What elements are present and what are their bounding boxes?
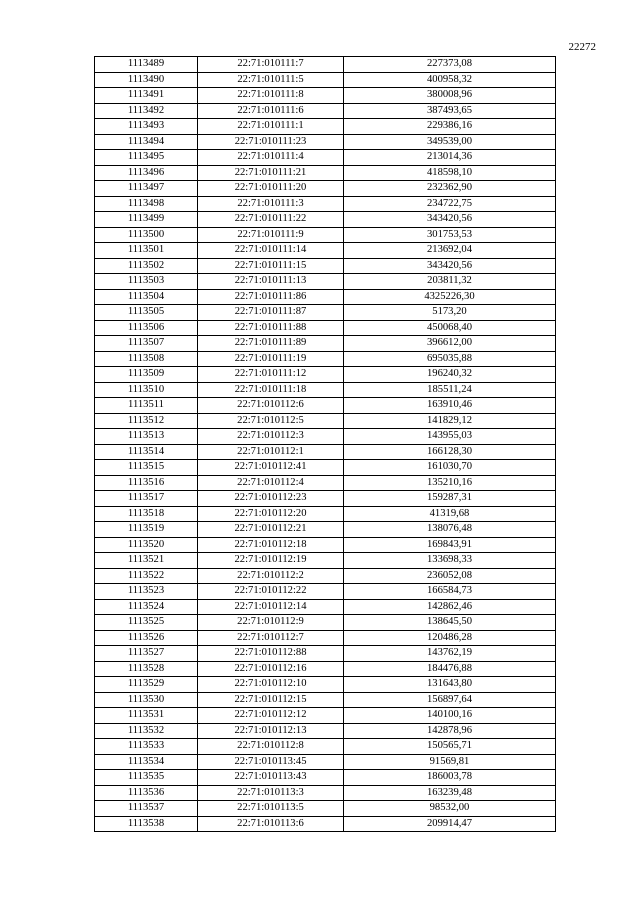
table-row [95, 677, 556, 693]
cadastral-value-cell: 234722,75 [344, 196, 556, 212]
table-row [95, 320, 556, 336]
row-number-cell: 1113505 [95, 305, 198, 321]
cadastral-number-cell: 22:71:010113:6 [198, 816, 344, 832]
table-row [95, 723, 556, 739]
row-number-cell: 1113517 [95, 491, 198, 507]
table-row [95, 119, 556, 135]
cadastral-value-cell: 166128,30 [344, 444, 556, 460]
row-number-cell: 1113489 [95, 57, 198, 73]
cadastral-number-cell: 22:71:010111:18 [198, 382, 344, 398]
row-number-cell: 1113522 [95, 568, 198, 584]
cadastral-value-cell: 142862,46 [344, 599, 556, 615]
table-row [95, 398, 556, 414]
table-row [95, 103, 556, 119]
cadastral-value-cell: 236052,08 [344, 568, 556, 584]
row-number-cell: 1113537 [95, 801, 198, 817]
cadastral-number-cell: 22:71:010112:2 [198, 568, 344, 584]
cadastral-value-cell: 150565,71 [344, 739, 556, 755]
cadastral-number-cell: 22:71:010112:9 [198, 615, 344, 631]
row-number-cell: 1113521 [95, 553, 198, 569]
cadastral-number-cell: 22:71:010112:22 [198, 584, 344, 600]
row-number-cell: 1113514 [95, 444, 198, 460]
table-row [95, 444, 556, 460]
row-number-cell: 1113511 [95, 398, 198, 414]
cadastral-number-cell: 22:71:010112:7 [198, 630, 344, 646]
cadastral-value-cell: 143762,19 [344, 646, 556, 662]
table-row [95, 196, 556, 212]
cadastral-value-cell: 418598,10 [344, 165, 556, 181]
row-number-cell: 1113494 [95, 134, 198, 150]
table-row [95, 258, 556, 274]
cadastral-number-cell: 22:71:010112:13 [198, 723, 344, 739]
row-number-cell: 1113499 [95, 212, 198, 228]
table-row [95, 382, 556, 398]
table-body [95, 57, 556, 832]
cadastral-value-cell: 159287,31 [344, 491, 556, 507]
table-row [95, 475, 556, 491]
table-row [95, 72, 556, 88]
row-number-cell: 1113527 [95, 646, 198, 662]
row-number-cell: 1113503 [95, 274, 198, 290]
table-row [95, 351, 556, 367]
table-row [95, 630, 556, 646]
row-number-cell: 1113534 [95, 754, 198, 770]
cadastral-number-cell: 22:71:010113:5 [198, 801, 344, 817]
table-row [95, 227, 556, 243]
cadastral-value-cell: 186003,78 [344, 770, 556, 786]
table-row [95, 553, 556, 569]
row-number-cell: 1113500 [95, 227, 198, 243]
table-row [95, 739, 556, 755]
row-number-cell: 1113507 [95, 336, 198, 352]
cadastral-number-cell: 22:71:010111:7 [198, 57, 344, 73]
cadastral-number-cell: 22:71:010112:14 [198, 599, 344, 615]
cadastral-number-cell: 22:71:010112:88 [198, 646, 344, 662]
row-number-cell: 1113516 [95, 475, 198, 491]
cadastral-number-cell: 22:71:010113:45 [198, 754, 344, 770]
cadastral-number-cell: 22:71:010111:9 [198, 227, 344, 243]
cadastral-number-cell: 22:71:010112:6 [198, 398, 344, 414]
cadastral-value-cell: 203811,32 [344, 274, 556, 290]
cadastral-number-cell: 22:71:010112:23 [198, 491, 344, 507]
cadastral-value-cell: 209914,47 [344, 816, 556, 832]
cadastral-value-cell: 343420,56 [344, 258, 556, 274]
row-number-cell: 1113492 [95, 103, 198, 119]
cadastral-number-cell: 22:71:010112:3 [198, 429, 344, 445]
cadastral-value-cell: 135210,16 [344, 475, 556, 491]
cadastral-value-cell: 120486,28 [344, 630, 556, 646]
table-row [95, 274, 556, 290]
cadastral-number-cell: 22:71:010111:20 [198, 181, 344, 197]
cadastral-value-cell: 400958,32 [344, 72, 556, 88]
row-number-cell: 1113493 [95, 119, 198, 135]
row-number-cell: 1113532 [95, 723, 198, 739]
row-number-cell: 1113531 [95, 708, 198, 724]
table-row [95, 134, 556, 150]
cadastral-value-cell: 138076,48 [344, 522, 556, 538]
row-number-cell: 1113515 [95, 460, 198, 476]
cadastral-number-cell: 22:71:010112:41 [198, 460, 344, 476]
cadastral-value-cell: 184476,88 [344, 661, 556, 677]
row-number-cell: 1113495 [95, 150, 198, 166]
table-row [95, 599, 556, 615]
row-number-cell: 1113498 [95, 196, 198, 212]
row-number-cell: 1113490 [95, 72, 198, 88]
table-row [95, 150, 556, 166]
table-row [95, 646, 556, 662]
row-number-cell: 1113512 [95, 413, 198, 429]
cadastral-value-cell: 98532,00 [344, 801, 556, 817]
cadastral-number-cell: 22:71:010111:5 [198, 72, 344, 88]
cadastral-value-cell: 396612,00 [344, 336, 556, 352]
cadastral-value-cell: 142878,96 [344, 723, 556, 739]
cadastral-value-cell: 156897,64 [344, 692, 556, 708]
row-number-cell: 1113513 [95, 429, 198, 445]
table-row [95, 522, 556, 538]
cadastral-number-cell: 22:71:010111:89 [198, 336, 344, 352]
cadastral-value-cell: 4325226,30 [344, 289, 556, 305]
row-number-cell: 1113538 [95, 816, 198, 832]
row-number-cell: 1113520 [95, 537, 198, 553]
cadastral-value-cell: 5173,20 [344, 305, 556, 321]
row-number-cell: 1113510 [95, 382, 198, 398]
row-number-cell: 1113528 [95, 661, 198, 677]
page-number: 22272 [568, 41, 596, 53]
table-row [95, 429, 556, 445]
cadastral-value-cell: 349539,00 [344, 134, 556, 150]
row-number-cell: 1113533 [95, 739, 198, 755]
cadastral-value-cell: 163239,48 [344, 785, 556, 801]
cadastral-number-cell: 22:71:010111:21 [198, 165, 344, 181]
table-row [95, 491, 556, 507]
cadastral-number-cell: 22:71:010112:5 [198, 413, 344, 429]
cadastral-value-cell: 227373,08 [344, 57, 556, 73]
table-row [95, 165, 556, 181]
cadastral-value-cell: 185511,24 [344, 382, 556, 398]
row-number-cell: 1113536 [95, 785, 198, 801]
cadastral-value-cell: 166584,73 [344, 584, 556, 600]
cadastral-value-cell: 41319,68 [344, 506, 556, 522]
row-number-cell: 1113518 [95, 506, 198, 522]
cadastral-number-cell: 22:71:010111:23 [198, 134, 344, 150]
cadastral-number-cell: 22:71:010111:22 [198, 212, 344, 228]
row-number-cell: 1113504 [95, 289, 198, 305]
cadastral-number-cell: 22:71:010112:19 [198, 553, 344, 569]
cadastral-value-cell: 196240,32 [344, 367, 556, 383]
cadastral-number-cell: 22:71:010112:12 [198, 708, 344, 724]
cadastral-number-cell: 22:71:010112:4 [198, 475, 344, 491]
table-row [95, 537, 556, 553]
cadastral-number-cell: 22:71:010111:14 [198, 243, 344, 259]
cadastral-value-cell: 140100,16 [344, 708, 556, 724]
cadastral-number-cell: 22:71:010111:8 [198, 88, 344, 104]
cadastral-number-cell: 22:71:010112:10 [198, 677, 344, 693]
cadastral-value-cell: 213692,04 [344, 243, 556, 259]
row-number-cell: 1113529 [95, 677, 198, 693]
row-number-cell: 1113519 [95, 522, 198, 538]
row-number-cell: 1113526 [95, 630, 198, 646]
cadastral-number-cell: 22:71:010111:6 [198, 103, 344, 119]
cadastral-number-cell: 22:71:010111:88 [198, 320, 344, 336]
table-row [95, 181, 556, 197]
row-number-cell: 1113535 [95, 770, 198, 786]
cadastral-value-cell: 143955,03 [344, 429, 556, 445]
cadastral-number-cell: 22:71:010112:15 [198, 692, 344, 708]
cadastral-number-cell: 22:71:010112:18 [198, 537, 344, 553]
table-row [95, 88, 556, 104]
cadastral-number-cell: 22:71:010112:21 [198, 522, 344, 538]
cadastral-number-cell: 22:71:010111:86 [198, 289, 344, 305]
row-number-cell: 1113501 [95, 243, 198, 259]
cadastral-number-cell: 22:71:010112:8 [198, 739, 344, 755]
cadastral-value-cell: 169843,91 [344, 537, 556, 553]
table-row [95, 243, 556, 259]
cadastral-value-cell: 695035,88 [344, 351, 556, 367]
row-number-cell: 1113496 [95, 165, 198, 181]
cadastral-value-cell: 163910,46 [344, 398, 556, 414]
row-number-cell: 1113524 [95, 599, 198, 615]
cadastral-number-cell: 22:71:010112:16 [198, 661, 344, 677]
row-number-cell: 1113506 [95, 320, 198, 336]
row-number-cell: 1113491 [95, 88, 198, 104]
cadastral-number-cell: 22:71:010111:3 [198, 196, 344, 212]
table-row [95, 305, 556, 321]
table-row [95, 57, 556, 73]
table-row [95, 615, 556, 631]
table-row [95, 816, 556, 832]
cadastral-value-cell: 450068,40 [344, 320, 556, 336]
cadastral-value-cell: 141829,12 [344, 413, 556, 429]
cadastral-number-cell: 22:71:010111:19 [198, 351, 344, 367]
cadastral-number-cell: 22:71:010113:43 [198, 770, 344, 786]
cadastral-value-cell: 91569,81 [344, 754, 556, 770]
row-number-cell: 1113508 [95, 351, 198, 367]
cadastral-value-cell: 161030,70 [344, 460, 556, 476]
cadastral-value-cell: 138645,50 [344, 615, 556, 631]
cadastral-number-cell: 22:71:010112:1 [198, 444, 344, 460]
row-number-cell: 1113502 [95, 258, 198, 274]
cadastral-number-cell: 22:71:010111:1 [198, 119, 344, 135]
table-row [95, 289, 556, 305]
row-number-cell: 1113530 [95, 692, 198, 708]
row-number-cell: 1113523 [95, 584, 198, 600]
cadastral-value-cell: 213014,36 [344, 150, 556, 166]
table-row [95, 661, 556, 677]
cadastral-number-cell: 22:71:010111:4 [198, 150, 344, 166]
cadastral-value-cell: 229386,16 [344, 119, 556, 135]
cadastral-value-cell: 387493,65 [344, 103, 556, 119]
table-row [95, 212, 556, 228]
cadastral-number-cell: 22:71:010112:20 [198, 506, 344, 522]
cadastral-value-cell: 343420,56 [344, 212, 556, 228]
table-row [95, 460, 556, 476]
cadastral-value-table [94, 56, 556, 832]
table-row [95, 413, 556, 429]
cadastral-number-cell: 22:71:010111:87 [198, 305, 344, 321]
table-row [95, 692, 556, 708]
cadastral-value-cell: 133698,33 [344, 553, 556, 569]
table-row [95, 506, 556, 522]
table-row [95, 708, 556, 724]
cadastral-number-cell: 22:71:010113:3 [198, 785, 344, 801]
table-row [95, 584, 556, 600]
cadastral-number-cell: 22:71:010111:15 [198, 258, 344, 274]
cadastral-value-cell: 131643,80 [344, 677, 556, 693]
cadastral-number-cell: 22:71:010111:13 [198, 274, 344, 290]
cadastral-value-cell: 380008,96 [344, 88, 556, 104]
row-number-cell: 1113525 [95, 615, 198, 631]
table-row [95, 568, 556, 584]
cadastral-number-cell: 22:71:010111:12 [198, 367, 344, 383]
table-row [95, 785, 556, 801]
table-row [95, 367, 556, 383]
table-row [95, 336, 556, 352]
table-row [95, 801, 556, 817]
table-row [95, 754, 556, 770]
table-row [95, 770, 556, 786]
row-number-cell: 1113509 [95, 367, 198, 383]
row-number-cell: 1113497 [95, 181, 198, 197]
cadastral-value-cell: 232362,90 [344, 181, 556, 197]
cadastral-value-cell: 301753,53 [344, 227, 556, 243]
